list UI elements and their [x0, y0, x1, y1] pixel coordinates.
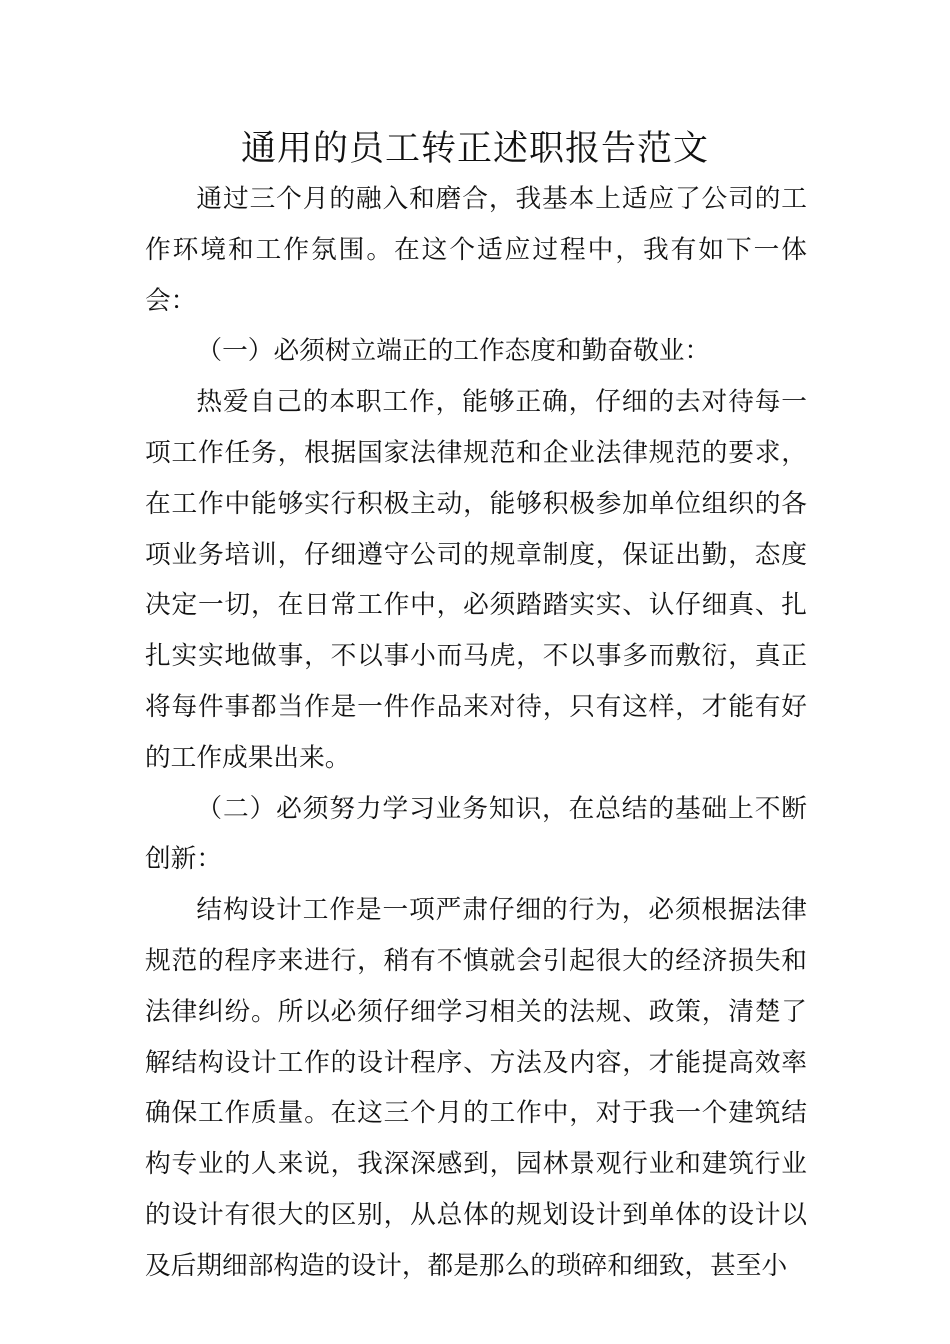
section-1-paragraph: 热爱自己的本职工作，能够正确，仔细的去对待每一项工作任务，根据国家法律规范和企业法律规范的要求，在工作中能够实行积极主动，能够积极参加单位组织的各项业务培训，仔细遵守公司的规章制度，保证出勤，态度决定一切，在日常工作中，必须踏踏实实、认仔细真、扎扎实实地做事，不以事小而马虎，不以事多而敷衍，真正将每件事都当作是一件作品来对待，只有这样，才能有好的工作成果出来。	[145, 387, 807, 773]
document-body	[145, 174, 807, 1292]
section-heading-2: （二）必须努力学习业务知识，在总结的基础上不断创新：	[145, 793, 807, 875]
intro-paragraph: 通过三个月的融入和磨合，我基本上适应了公司的工作环境和工作氛围。在这个适应过程中，我有如下一体会：	[145, 184, 807, 316]
section-heading-1: （一）必须树立端正的工作态度和勤奋敬业：	[196, 336, 711, 367]
document-title: 通用的员工转正述职报告范文	[240, 129, 709, 169]
section-2-paragraph: 结构设计工作是一项严肃仔细的行为，必须根据法律规范的程序来进行，稍有不慎就会引起很大的经济损失和法律纠纷。所以必须仔细学习相关的法规、政策，清楚了解结构设计工作的设计程序、方法及内容，才能提高效率确保工作质量。在这三个月的工作中，对于我一个建筑结构专业的人来说，我深深感到，园林景观行业和建筑行业的设计有很大的区别，从总体的规划设计到单体的设计以及后期细部构造的设计，都是那么的琐碎和细致，甚至小	[145, 895, 807, 1281]
